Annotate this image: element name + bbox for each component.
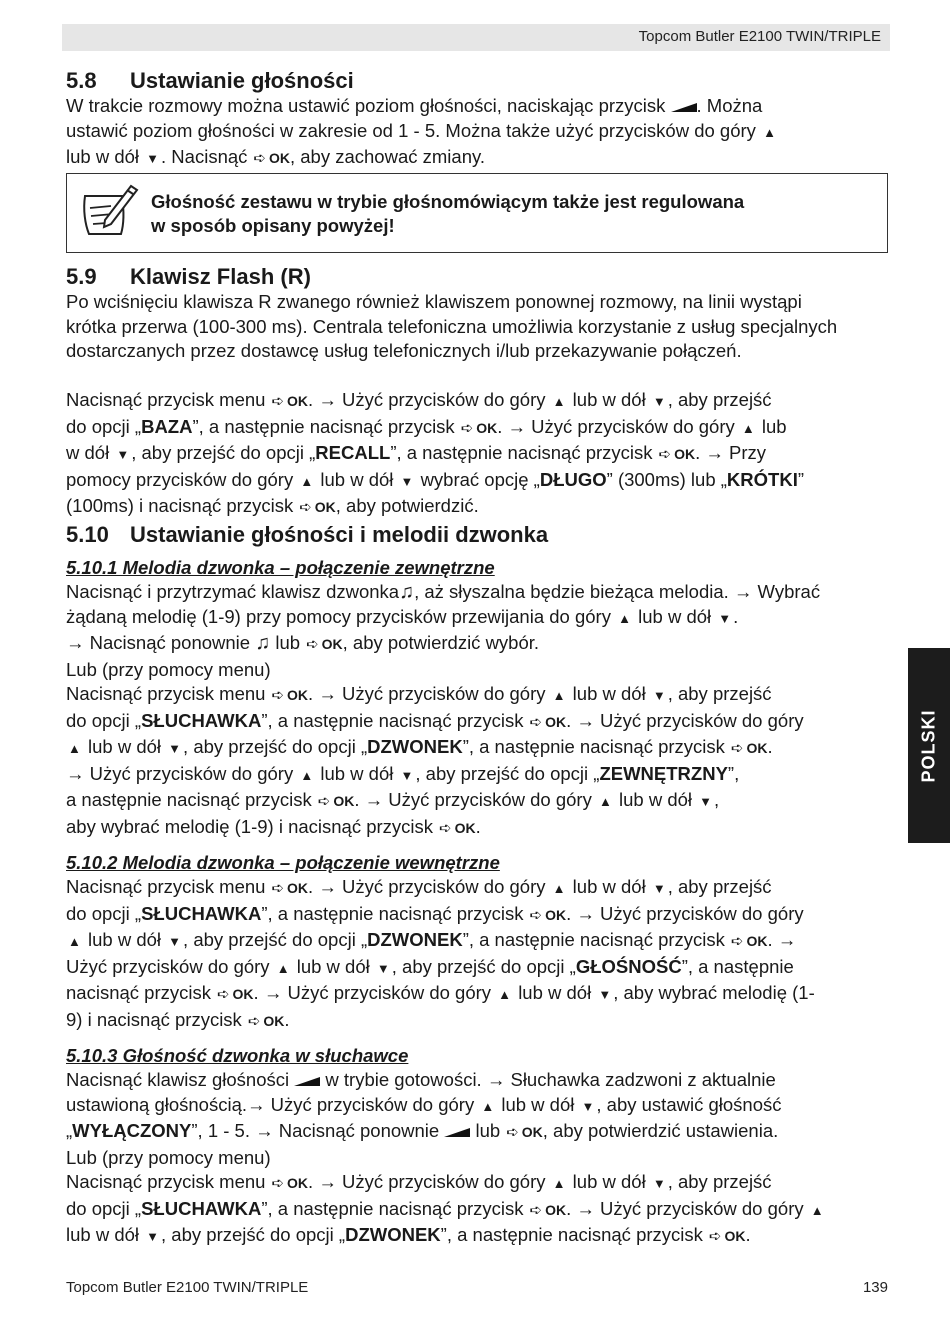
text-run: Nacisnąć przycisk menu (66, 389, 266, 410)
text-run: lub w dół (320, 468, 394, 490)
text-run: Nacisnąć przycisk menu (66, 683, 266, 704)
volume-key-icon (671, 102, 697, 113)
up-arrow-icon: ▲ (618, 610, 631, 626)
text-run: ”, a następnie nacisnąć przycisk (261, 1197, 524, 1219)
section-heading (66, 68, 890, 94)
up-arrow-icon: ▲ (598, 794, 612, 809)
text-run: → (66, 632, 85, 653)
volume-key-icon (444, 1127, 470, 1138)
text-run: lub (475, 1120, 501, 1141)
text-run: SŁUCHAWKA (141, 902, 262, 924)
text-run: → (318, 389, 337, 410)
text-line (66, 468, 890, 495)
text-run: . (475, 815, 481, 837)
text-run: „ (66, 1120, 73, 1141)
text-run: BAZA (141, 415, 193, 437)
ok-key-icon: ➪ (506, 1124, 519, 1141)
text-run: Nacisnąć przycisk menu (66, 1171, 266, 1192)
text-run: OK (545, 906, 567, 923)
text-run: lub (275, 632, 301, 653)
text-run: lub w dół (66, 1224, 140, 1245)
text-run: → (263, 982, 283, 1003)
ok-key-icon: ➪ (216, 986, 230, 1003)
ok-key-icon: ➪ (708, 1228, 722, 1245)
text-run: KRÓTKI (726, 468, 798, 490)
text-run: OK (746, 740, 768, 756)
up-arrow-icon: ▲ (481, 1098, 495, 1114)
text-run: , aby przejść do opcji „ (161, 1224, 346, 1245)
text-run: lub w dół (518, 982, 592, 1003)
text-line (66, 735, 890, 762)
text-run: , aby wybrać melodię (1- (613, 982, 815, 1003)
text-run: Użyć przycisków do góry (336, 389, 546, 410)
up-arrow-icon: ▲ (552, 1176, 566, 1191)
ok-key-icon: ➪ (529, 906, 543, 924)
text-run: . (308, 389, 319, 410)
subsection-body (66, 875, 890, 1034)
text-run: aby wybrać melodię (1-9) i nacisnąć przycisk (66, 815, 434, 837)
text-run: → (705, 442, 724, 463)
text-run: ”, a następnie nacisnąć przycisk (440, 1224, 703, 1245)
text-run: DZWONEK (367, 929, 463, 950)
text-run: DŁUGO (539, 468, 607, 490)
text-run: OK (545, 713, 567, 730)
text-run: → (777, 929, 797, 950)
text-run: Nacisnąć klawisz głośności (66, 1069, 290, 1090)
text-run: a następnie nacisnąć przycisk (66, 789, 312, 810)
up-arrow-icon: ▲ (552, 394, 566, 409)
text-run: Po wciśnięciu klawisza R zwanego również klawiszem ponownej rozmowy, na linii wystąpi (66, 291, 802, 312)
text-run: Użyć przycisków do góry (336, 1171, 546, 1192)
text-run: , aby przejść do opcji „ (415, 762, 600, 784)
text-run: OK (232, 986, 254, 1002)
text-line (66, 364, 890, 389)
down-arrow-icon: ▼ (718, 610, 732, 626)
ok-key-icon: ➪ (460, 419, 474, 437)
ringer-note-icon: ♫ (255, 632, 271, 654)
text-run: OK (545, 1201, 567, 1218)
text-run: do opcji „ (66, 709, 142, 731)
down-arrow-icon: ▼ (376, 960, 390, 976)
text-run: ”, a następnie nacisnąć przycisk (192, 415, 455, 437)
text-run: ” (300ms) lub „ (606, 468, 727, 490)
down-arrow-icon: ▼ (168, 934, 182, 949)
text-run: ” (797, 468, 805, 490)
text-line (66, 815, 890, 842)
ok-key-icon: ➪ (271, 1175, 285, 1192)
text-run: wybrać opcję „ (420, 468, 540, 490)
language-tab-label: POLSKI (918, 708, 939, 783)
down-arrow-icon: ▼ (168, 741, 182, 756)
up-arrow-icon: ▲ (68, 741, 81, 756)
up-arrow-icon: ▲ (552, 688, 566, 703)
text-run: → (576, 709, 595, 731)
text-line (66, 388, 890, 415)
text-run: ”, a następnie (681, 955, 794, 977)
text-run: . (497, 415, 508, 437)
text-run: 5.10 (66, 522, 109, 547)
note-box (66, 173, 888, 253)
up-arrow-icon: ▲ (763, 124, 776, 140)
text-run: lub (761, 415, 787, 437)
text-run: RECALL (315, 442, 391, 463)
text-line (66, 580, 890, 605)
text-run: OK (287, 880, 309, 896)
text-run: w trybie gotowości. (325, 1069, 487, 1090)
text-run: w sposób opisany powyżej! (151, 215, 395, 236)
text-run: Użyć przycisków do góry (66, 955, 270, 977)
note-text (151, 190, 744, 238)
text-run: Przy (723, 442, 767, 463)
text-line (66, 788, 890, 815)
text-run: → (486, 1069, 506, 1090)
up-arrow-icon: ▲ (498, 987, 512, 1002)
down-arrow-icon: ▼ (598, 987, 612, 1002)
text-run: Użyć przycisków do góry (265, 1093, 475, 1115)
subsection-heading: 5.10.3 Głośność dzwonka w słuchawce (66, 1045, 409, 1066)
section-body (66, 290, 890, 521)
down-arrow-icon: ▼ (146, 1229, 160, 1244)
down-arrow-icon: ▼ (652, 394, 666, 409)
text-run: WYŁĄCZONY (72, 1120, 192, 1141)
page-number: 139 (862, 1279, 888, 1296)
text-run: . (308, 1171, 319, 1192)
text-run: → (255, 1120, 274, 1141)
text-run: . (308, 683, 319, 704)
ok-key-icon: ➪ (529, 713, 543, 731)
text-line (66, 902, 890, 929)
ok-key-icon: ➪ (439, 819, 452, 837)
text-run: lub w dół (501, 1093, 575, 1115)
text-run: Wybrać (752, 581, 821, 602)
text-line (66, 1093, 890, 1120)
text-line (66, 682, 890, 709)
text-run: OK (674, 446, 696, 462)
text-line (66, 1008, 890, 1035)
text-run: → (318, 876, 337, 897)
text-run: ”, 1 - 5. (191, 1120, 256, 1141)
up-arrow-icon: ▲ (741, 420, 755, 436)
up-arrow-icon: ▲ (552, 881, 566, 896)
text-line (66, 1170, 890, 1197)
text-run: . (767, 736, 773, 757)
down-arrow-icon: ▼ (400, 473, 414, 489)
text-run: lub w dół (572, 876, 646, 897)
text-run: lub w dół (320, 762, 394, 784)
ok-key-icon: ➪ (658, 446, 672, 463)
text-run: , aby przejść do opcji „ (183, 736, 368, 757)
text-run: do opcji „ (66, 1197, 142, 1219)
text-run: . (354, 789, 365, 810)
text-run: . (745, 1224, 751, 1245)
text-run: lub w dół (572, 683, 646, 704)
text-run: Nacisnąć ponownie (273, 1120, 440, 1141)
text-line (66, 1068, 890, 1093)
text-run: ustawioną głośnością. (66, 1093, 247, 1115)
text-run: ustawić poziom głośności w zakresie od 1 - 5. Można także użyć przycisków do góry (66, 119, 756, 141)
text-run: Nacisnąć ponownie (84, 632, 251, 653)
text-line (66, 1197, 890, 1224)
text-run: lub w dół (88, 736, 162, 757)
text-run: 5.8 (66, 68, 97, 93)
text-run: Użyć przycisków do góry (84, 762, 294, 784)
text-run: . Nacisnąć (161, 146, 248, 167)
text-line (66, 762, 890, 789)
text-run: SŁUCHAWKA (141, 1197, 262, 1219)
text-run: DZWONEK (367, 736, 463, 757)
text-run: . (767, 929, 778, 950)
text-run: , aby ustawić głośność (596, 1093, 782, 1115)
text-run: OK (321, 636, 343, 652)
up-arrow-icon: ▲ (810, 1202, 824, 1218)
text-line (66, 145, 890, 172)
text-line (66, 94, 890, 119)
down-arrow-icon: ▼ (699, 794, 713, 809)
text-run: Użyć przycisków do góry (526, 415, 735, 437)
section-5-10 (66, 522, 890, 1250)
text-run: . (253, 982, 264, 1003)
ok-key-icon: ➪ (306, 636, 319, 653)
ok-key-icon: ➪ (529, 1201, 543, 1219)
text-run: nacisnąć przycisk (66, 982, 211, 1003)
footer-title: Topcom Butler E2100 TWIN/TRIPLE (66, 1279, 309, 1296)
ok-key-icon: ➪ (247, 1012, 261, 1030)
up-arrow-icon: ▲ (68, 934, 81, 949)
text-run: w dół (66, 442, 110, 463)
text-line (66, 875, 890, 902)
text-run: Użyć przycisków do góry (594, 902, 804, 924)
text-run: → (318, 1171, 337, 1192)
text-run: , aby przejść (667, 1171, 772, 1192)
text-line (66, 494, 890, 521)
section-heading (66, 522, 890, 548)
text-run: lub w dół (619, 789, 693, 810)
up-arrow-icon: ▲ (276, 960, 290, 976)
text-run: , aby przejść (667, 876, 772, 897)
text-run: OK (263, 1012, 285, 1029)
text-run: ZEWNĘTRZNY (599, 762, 728, 784)
text-run: SŁUCHAWKA (141, 709, 262, 731)
text-run: W trakcie rozmowy można ustawić poziom głośności, naciskając przycisk (66, 95, 671, 116)
text-run: lub w dół (296, 955, 370, 977)
section-5-9 (66, 264, 890, 521)
text-run: OK (476, 419, 498, 436)
text-run: OK (521, 1124, 543, 1140)
down-arrow-icon: ▼ (652, 881, 666, 896)
text-run: ”, (727, 762, 740, 784)
text-line (66, 605, 890, 632)
up-arrow-icon: ▲ (300, 767, 314, 783)
ok-key-icon: ➪ (271, 880, 285, 897)
text-run: , aby potwierdzić ustawienia. (542, 1120, 779, 1141)
text-run: Użyć przycisków do góry (594, 709, 804, 731)
text-run: Użyć przycisków do góry (383, 789, 592, 810)
text-run: ”, a następnie nacisnąć przycisk (261, 709, 524, 731)
down-arrow-icon: ▼ (652, 688, 666, 703)
text-run: OK (724, 1228, 746, 1244)
down-arrow-icon: ▼ (400, 767, 414, 783)
text-run: → (576, 1197, 595, 1219)
text-line (66, 631, 890, 658)
text-run: OK (746, 933, 768, 949)
text-run: Użyć przycisków do góry (594, 1197, 804, 1219)
page-header (62, 24, 890, 51)
down-arrow-icon: ▼ (146, 151, 160, 166)
text-run: lub w dół (572, 389, 646, 410)
text-run: Ustawianie głośności (130, 68, 354, 93)
text-run: OK (287, 1175, 309, 1191)
text-line (66, 981, 890, 1008)
text-run: żądaną melodię (1-9) przy pomocy przycisków przewijania do góry (66, 605, 611, 627)
ok-key-icon: ➪ (271, 687, 285, 704)
ok-key-icon: ➪ (271, 393, 285, 410)
up-arrow-icon: ▲ (300, 473, 314, 489)
text-run: , aby przejść do opcji „ (131, 442, 316, 463)
ok-key-icon: ➪ (317, 793, 331, 810)
text-run: do opcji „ (66, 902, 142, 924)
text-run: , aby przejść do opcji „ (183, 929, 368, 950)
text-run: Ustawianie głośności i melodii dzwonka (130, 522, 549, 547)
text-run: → (318, 683, 337, 704)
text-run: OK (454, 819, 476, 836)
text-run: , aby potwierdzić wybór. (342, 632, 540, 653)
text-run: GŁOŚNOŚĆ (575, 955, 682, 977)
text-run: . (284, 1008, 290, 1030)
down-arrow-icon: ▼ (581, 1098, 595, 1114)
subsection-body (66, 580, 890, 841)
text-run: → (247, 1093, 266, 1115)
text-run: OK (333, 793, 355, 809)
text-line (66, 928, 890, 955)
text-run: Głośność zestawu w trybie głośnomówiącym także jest regulowana (151, 191, 745, 212)
text-line (66, 1223, 890, 1250)
text-run: . (733, 605, 739, 627)
text-run: lub w dół (88, 929, 162, 950)
text-line (66, 1119, 890, 1146)
text-run: OK (268, 150, 290, 166)
text-run: lub w dół (66, 146, 145, 167)
text-run: , aby przejść do opcji „ (391, 955, 576, 977)
text-run: Nacisnąć przycisk menu (66, 876, 266, 897)
text-run: → (364, 789, 384, 810)
text-run: ”, a następnie nacisnąć przycisk (390, 442, 653, 463)
language-tab (908, 648, 950, 843)
text-run: DZWONEK (345, 1224, 441, 1245)
text-run: . (566, 902, 577, 924)
text-run: dostarczanych przez dostawcę usług telefonicznych i/lub przekazywanie połączeń. (66, 340, 742, 361)
text-run: , aby potwierdzić. (335, 495, 479, 516)
text-run: do opcji „ (66, 415, 142, 437)
ok-key-icon: ➪ (299, 499, 312, 516)
text-run: , aby zachować zmiany. (289, 146, 486, 167)
text-run: . (695, 442, 706, 463)
text-run: Nacisnąć i przytrzymać klawisz dzwonka (66, 581, 400, 602)
text-run: Lub (przy pomocy menu) (66, 658, 271, 680)
text-run: , aż słyszalna będzie bieżąca melodia. (414, 581, 734, 602)
down-arrow-icon: ▼ (652, 1176, 666, 1191)
text-run: OK (287, 687, 309, 703)
header-title: Topcom Butler E2100 TWIN/TRIPLE (638, 28, 881, 45)
text-run: ”, a następnie nacisnąć przycisk (462, 929, 725, 950)
ok-key-icon: ➪ (730, 933, 744, 950)
text-line (66, 119, 890, 146)
text-run: krótka przerwa (100-300 ms). Centrala telefoniczna umożliwia korzystanie z usług specjalnych (66, 315, 838, 337)
text-run: Lub (przy pomocy menu) (66, 1146, 271, 1168)
section-5-8 (66, 68, 890, 172)
text-run: , aby przejść (667, 389, 772, 410)
text-line (66, 415, 890, 442)
volume-key-icon (294, 1076, 320, 1087)
subsection-heading: 5.10.2 Melodia dzwonka – połączenie wewnętrzne (66, 852, 500, 873)
text-line (66, 709, 890, 736)
note-pencil-icon (77, 180, 141, 240)
text-run: OK (287, 393, 309, 409)
ringer-note-icon: ♫ (399, 581, 415, 603)
text-run: . (566, 1197, 577, 1219)
text-run: 9) i nacisnąć przycisk (66, 1008, 242, 1030)
text-run: Słuchawka zadzwoni z aktualnie (505, 1069, 776, 1090)
text-run: , aby przejść (667, 683, 772, 704)
subsection-body (66, 1068, 890, 1250)
text-run: → (66, 762, 85, 784)
text-line (66, 955, 890, 982)
text-run: pomocy przycisków do góry (66, 468, 294, 490)
text-line (66, 441, 890, 468)
text-run: . (566, 709, 577, 731)
text-run: (100ms) i nacisnąć przycisk (66, 495, 294, 516)
ok-key-icon: ➪ (730, 740, 744, 757)
text-run: ”, a następnie nacisnąć przycisk (261, 902, 524, 924)
text-run: , (714, 789, 720, 810)
text-run: . (308, 876, 319, 897)
text-run: → (576, 902, 595, 924)
text-run: Użyć przycisków do góry (336, 876, 546, 897)
text-run: ”, a następnie nacisnąć przycisk (462, 736, 725, 757)
text-run: Użyć przycisków do góry (282, 982, 492, 1003)
text-run: → (507, 415, 527, 437)
section-body (66, 94, 890, 172)
text-run: . Można (696, 95, 763, 116)
text-run: → (733, 581, 753, 602)
text-run: OK (314, 499, 336, 515)
text-run: Użyć przycisków do góry (336, 683, 546, 704)
subsection-heading: 5.10.1 Melodia dzwonka – połączenie zewnętrzne (66, 557, 495, 578)
text-run: 5.9 (66, 264, 97, 289)
text-run: lub w dół (638, 605, 712, 627)
text-run: Klawisz Flash (R) (130, 264, 311, 289)
ok-key-icon: ➪ (253, 150, 266, 167)
text-run: lub w dół (572, 1171, 646, 1192)
section-heading (66, 264, 890, 290)
down-arrow-icon: ▼ (116, 447, 130, 462)
